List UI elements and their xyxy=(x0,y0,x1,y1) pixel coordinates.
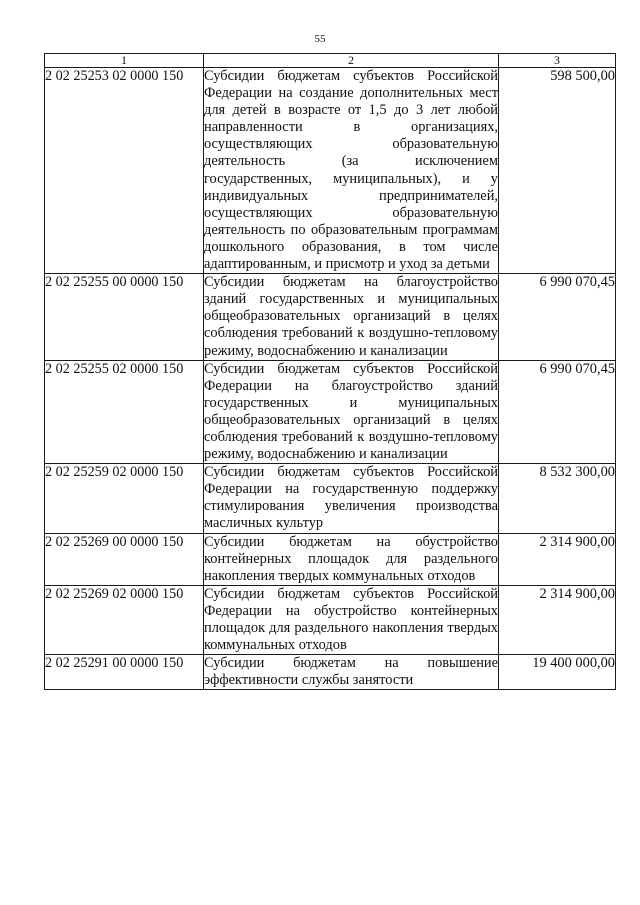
column-header-code: 1 xyxy=(45,54,204,68)
row-amount: 6 990 070,45 xyxy=(499,274,616,360)
row-code: 2 02 25255 00 0000 150 xyxy=(45,274,204,360)
table-row xyxy=(45,533,616,585)
row-amount: 19 400 000,00 xyxy=(499,655,616,690)
row-code: 2 02 25253 02 0000 150 xyxy=(45,68,204,274)
row-name: Субсидии бюджетам на благоустройство зданий государственных и муниципальных общеобразовательных организаций в целях соблюдения требований к воздушно-тепловому режиму, водоснабжению и канализации xyxy=(204,274,498,359)
row-code: 2 02 25269 02 0000 150 xyxy=(45,585,204,654)
column-header-amount: 3 xyxy=(499,54,616,68)
row-amount: 6 990 070,45 xyxy=(499,360,616,464)
row-name: Субсидии бюджетам субъектов Российской Федерации на государственную поддержку стимулирования увеличения производства масличных культур xyxy=(204,464,498,532)
table-row xyxy=(45,274,616,360)
table-header-row xyxy=(45,54,616,68)
row-code: 2 02 25269 00 0000 150 xyxy=(45,533,204,585)
table-row xyxy=(45,68,616,274)
budget-table xyxy=(44,53,616,690)
row-name: Субсидии бюджетам на повышение эффективности службы занятости xyxy=(204,655,498,689)
row-amount: 8 532 300,00 xyxy=(499,464,616,533)
row-amount: 2 314 900,00 xyxy=(499,585,616,654)
row-code: 2 02 25255 02 0000 150 xyxy=(45,360,204,464)
row-amount: 598 500,00 xyxy=(499,68,616,274)
table-row xyxy=(45,360,616,464)
row-code: 2 02 25291 00 0000 150 xyxy=(45,655,204,690)
row-name: Субсидии бюджетам субъектов Российской Федерации на благоустройство зданий государственных и муниципальных общеобразовательных организаций в целях соблюдения требований к воздушно-тепловому режиму, водоснабжению и канализации xyxy=(204,360,498,463)
column-header-name: 2 xyxy=(204,54,499,68)
row-name: Субсидии бюджетам субъектов Российской Федерации на обустройство контейнерных площадок для раздельного накопления твердых коммунальных отходов xyxy=(204,585,498,654)
row-amount: 2 314 900,00 xyxy=(499,533,616,585)
table-row xyxy=(45,585,616,654)
row-name: Субсидии бюджетам на обустройство контейнерных площадок для раздельного накопления твердых коммунальных отходов xyxy=(204,533,498,584)
table-row xyxy=(45,464,616,533)
row-name: Субсидии бюджетам субъектов Российской Федерации на создание дополнительных мест для детей в возрасте от 1,5 до 3 лет любой направленности в организациях, осуществляющих образовательную деятельность (за исключением государственных, муниципальных), и у индивидуальных предпринимателей, осуществляющих образовательную деятельность по образовательным программам дошкольного образования, в том числе адаптированным, и присмотр и уход за детьми xyxy=(204,68,498,273)
table-row xyxy=(45,655,616,690)
row-code: 2 02 25259 02 0000 150 xyxy=(45,464,204,533)
page-number: 55 xyxy=(314,33,326,45)
